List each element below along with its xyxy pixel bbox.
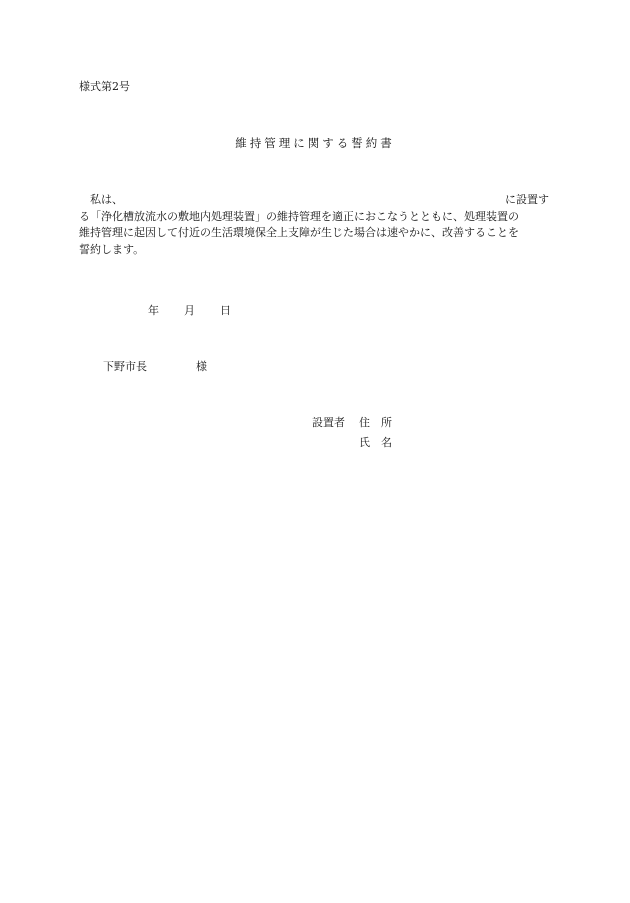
pledge-line-1-lead: 私は、 <box>90 193 123 206</box>
addressee-honorific: 様 <box>196 360 207 373</box>
signer-address-label: 住 所 <box>359 416 392 429</box>
signer-role: 設置者 <box>312 416 345 429</box>
addressee-name: 下野市長 <box>103 360 147 373</box>
pledge-line-1-tail: に設置す <box>505 193 549 206</box>
form-number: 様式第2号 <box>79 80 130 93</box>
date-day-label: 日 <box>220 304 231 317</box>
pledge-body <box>79 192 549 258</box>
date-month-label: 月 <box>184 304 195 317</box>
pledge-line-2: る「浄化槽放流水の敷地内処理装置」の維持管理を適正におこなうとともに、処理装置の <box>79 209 519 223</box>
signer-name-label: 氏 名 <box>359 436 392 449</box>
document-title: 維持管理に関する誓約書 <box>235 136 395 150</box>
pledge-line-3: 維持管理に起因して付近の生活環境保全上支障が生じた場合は速やかに、改善することを <box>79 226 519 239</box>
date-year-label: 年 <box>148 304 159 317</box>
pledge-line-1 <box>79 192 549 209</box>
pledge-line-4: 誓約します。 <box>79 242 145 256</box>
